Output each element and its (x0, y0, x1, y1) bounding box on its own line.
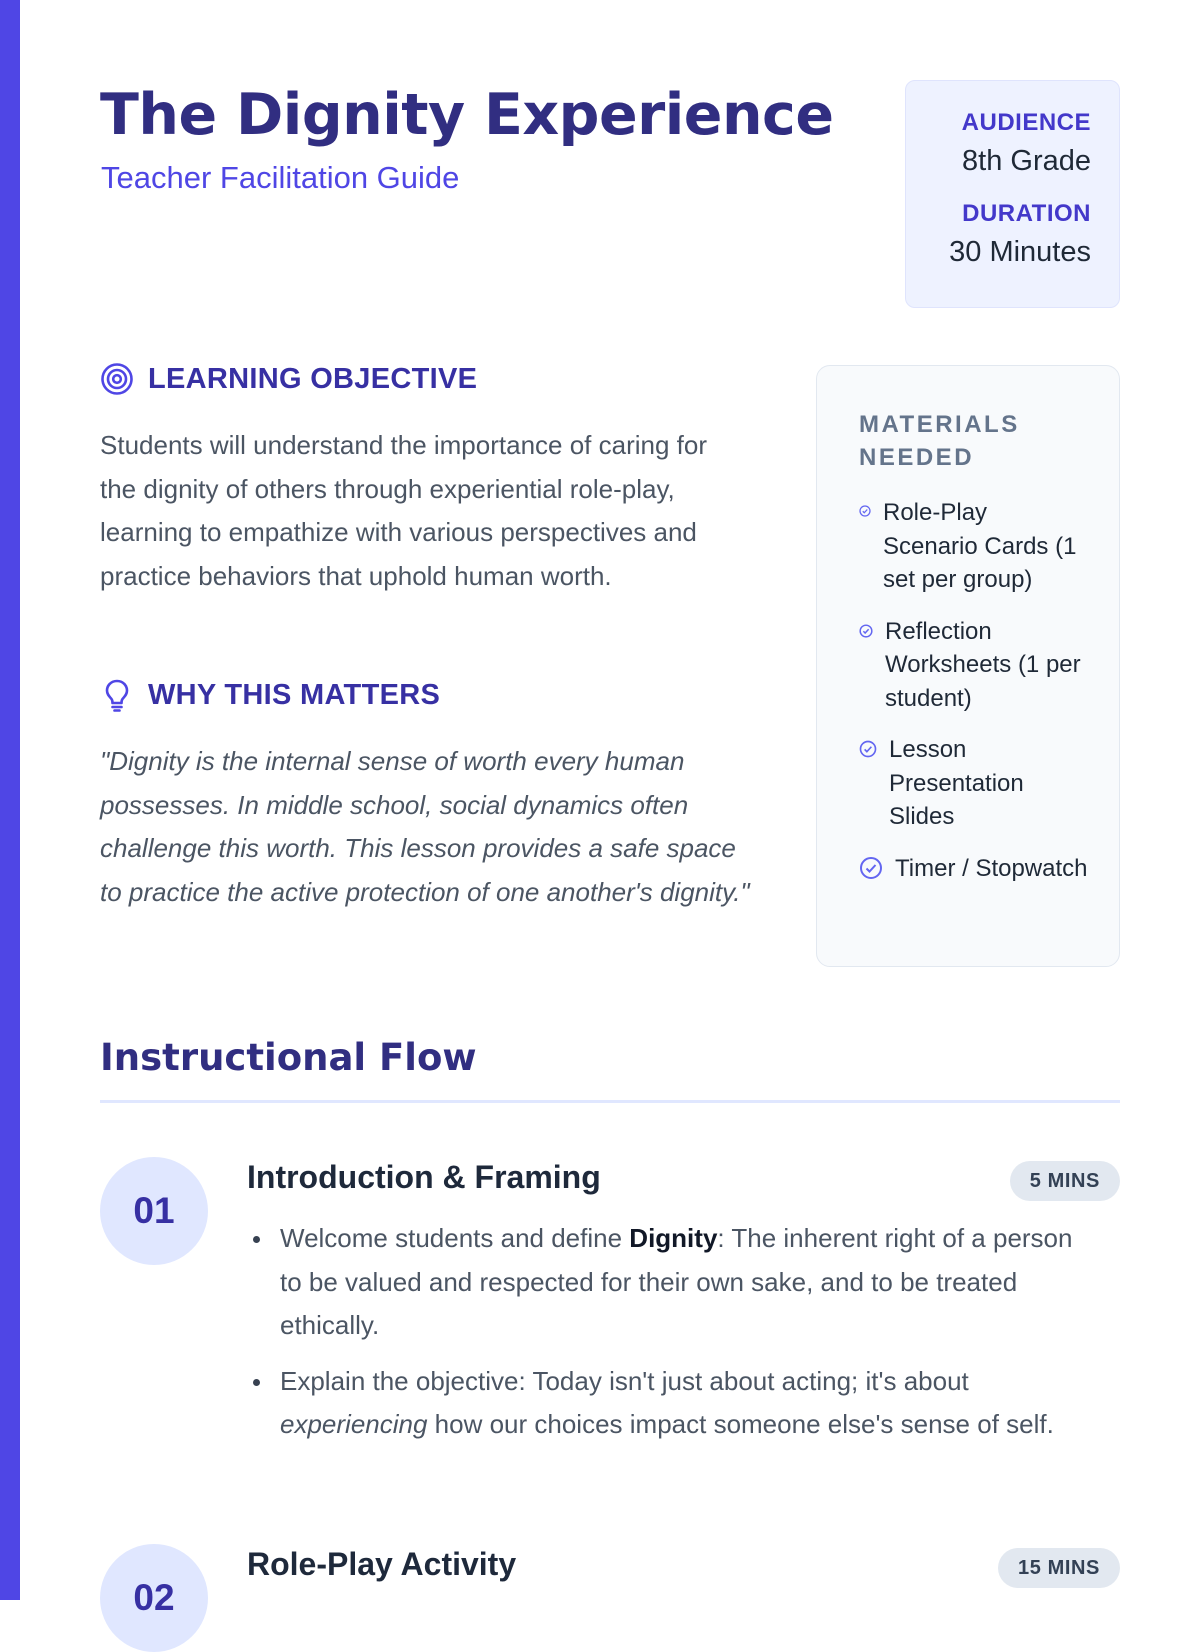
step-bullet: Explain the objective: Today isn't just about acting; it's about experiencing how our choices impact someone else's sense of self. (247, 1360, 1097, 1447)
lightbulb-icon (100, 678, 134, 712)
audience-label: AUDIENCE (961, 109, 1091, 136)
why-this-matters-heading (100, 678, 440, 712)
materials-item (859, 852, 1119, 886)
step-number-badge: 02 (100, 1544, 208, 1652)
page-title: The Dignity Experience (100, 82, 834, 148)
step-bullet-list (247, 1217, 1097, 1459)
why-this-matters-quote: "Dignity is the internal sense of worth every human possesses. In middle school, social dynamics often challenge this worth. This lesson provides a safe space to practice the active protection of one another's dignity." (100, 746, 750, 907)
step-duration-badge: 5 MINS (1010, 1161, 1120, 1201)
materials-item-label: Lesson Presentation Slides (889, 736, 1024, 830)
step-duration-badge: 15 MINS (998, 1548, 1120, 1588)
target-icon (100, 362, 134, 396)
materials-item-label: Role-Play Scenario Cards (1 set per group) (883, 499, 1077, 593)
materials-item-label: Reflection Worksheets (1 per student) (885, 617, 1081, 712)
duration-value: 30 Minutes (949, 236, 1091, 268)
step-number-badge: 01 (100, 1157, 208, 1265)
materials-list (859, 496, 1119, 885)
check-circle-icon (859, 624, 873, 638)
section-divider (100, 1100, 1120, 1103)
materials-item (859, 496, 1119, 597)
materials-title: MATERIALS NEEDED (859, 411, 1020, 471)
left-accent-bar (0, 0, 20, 1600)
audience-value: 8th Grade (962, 145, 1091, 177)
learning-objective-heading (100, 362, 477, 396)
why-this-matters-label: WHY THIS MATTERS (148, 678, 441, 711)
materials-item (859, 733, 1119, 834)
check-circle-icon (859, 740, 877, 758)
step-title: Introduction & Framing (247, 1159, 601, 1195)
page-subtitle: Teacher Facilitation Guide (101, 160, 460, 195)
step-title: Role-Play Activity (247, 1546, 517, 1582)
lesson-meta-card (905, 80, 1120, 308)
duration-label: DURATION (962, 200, 1091, 227)
materials-item (859, 615, 1119, 716)
check-circle-icon (859, 856, 883, 880)
learning-objective-text: Students will understand the importance of caring for the dignity of others through experiential role-play, learning to empathize with various perspectives and practice behaviors that uphold human worth. (100, 430, 708, 591)
step-bullet: Welcome students and define Dignity: The inherent right of a person to be valued and respected for their own sake, and to be treated ethically. (247, 1217, 1097, 1348)
check-circle-icon (859, 505, 871, 517)
materials-item-label: Timer / Stopwatch (895, 854, 1088, 882)
instructional-flow-heading: Instructional Flow (100, 1036, 477, 1079)
materials-needed-card (816, 365, 1120, 967)
learning-objective-label: LEARNING OBJECTIVE (148, 362, 478, 395)
